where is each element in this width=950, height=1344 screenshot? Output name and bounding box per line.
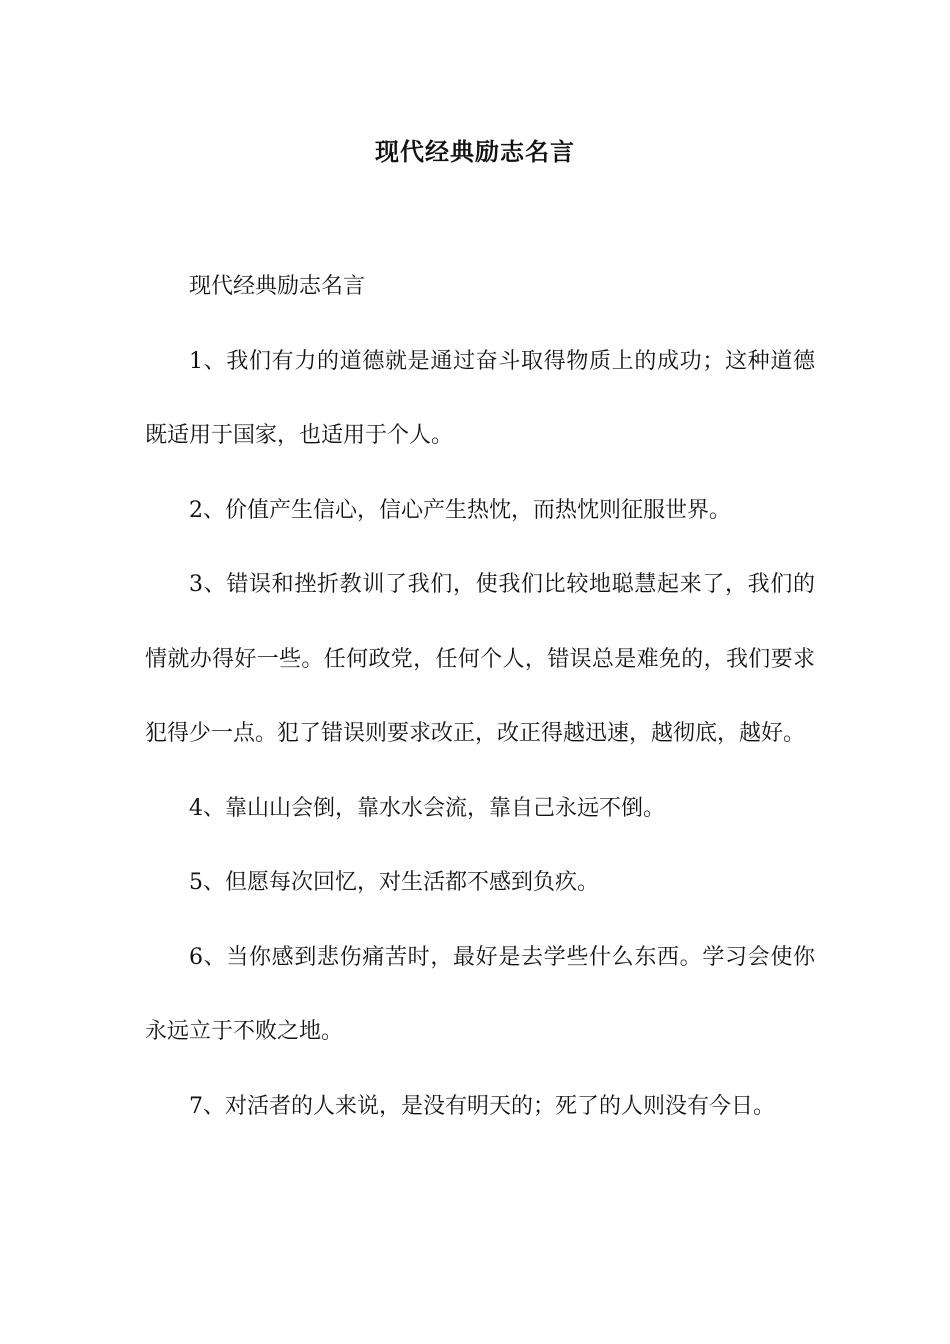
quote-5: 5、但愿每次回忆，对生活都不感到负疚。 (189, 870, 599, 895)
paragraph-heading: 现代经典励志名言 (189, 274, 366, 299)
quote-1: 1、我们有力的道德就是通过奋斗取得物质上的成功；这种道德既适用于国家，也适用于个人。 (145, 348, 815, 448)
quote-7: 7、对活者的人来说，是没有明天的；死了的人则没有今日。 (189, 1093, 775, 1119)
document-title: 现代经典励志名言 (375, 137, 575, 166)
quote-3: 3、错误和挫折教训了我们，使我们比较地聪慧起来了，我们的情就办得好一些。任何政党，任何个人，错误总是难免的，我们要求犯得少一点。犯了错误则要求改正，改正得越迅速，越彻底，越好。 (145, 572, 815, 746)
quote-2: 2、价值产生信心，信心产生热忱，而热忱则征服世界。 (189, 497, 731, 523)
quote-4: 4、靠山山会倒，靠水水会流，靠自己永远不倒。 (189, 795, 665, 821)
document-body (145, 250, 815, 1144)
quote-6: 6、当你感到悲伤痛苦时，最好是去学些什么东西。学习会使你永远立于不败之地。 (145, 944, 815, 1044)
